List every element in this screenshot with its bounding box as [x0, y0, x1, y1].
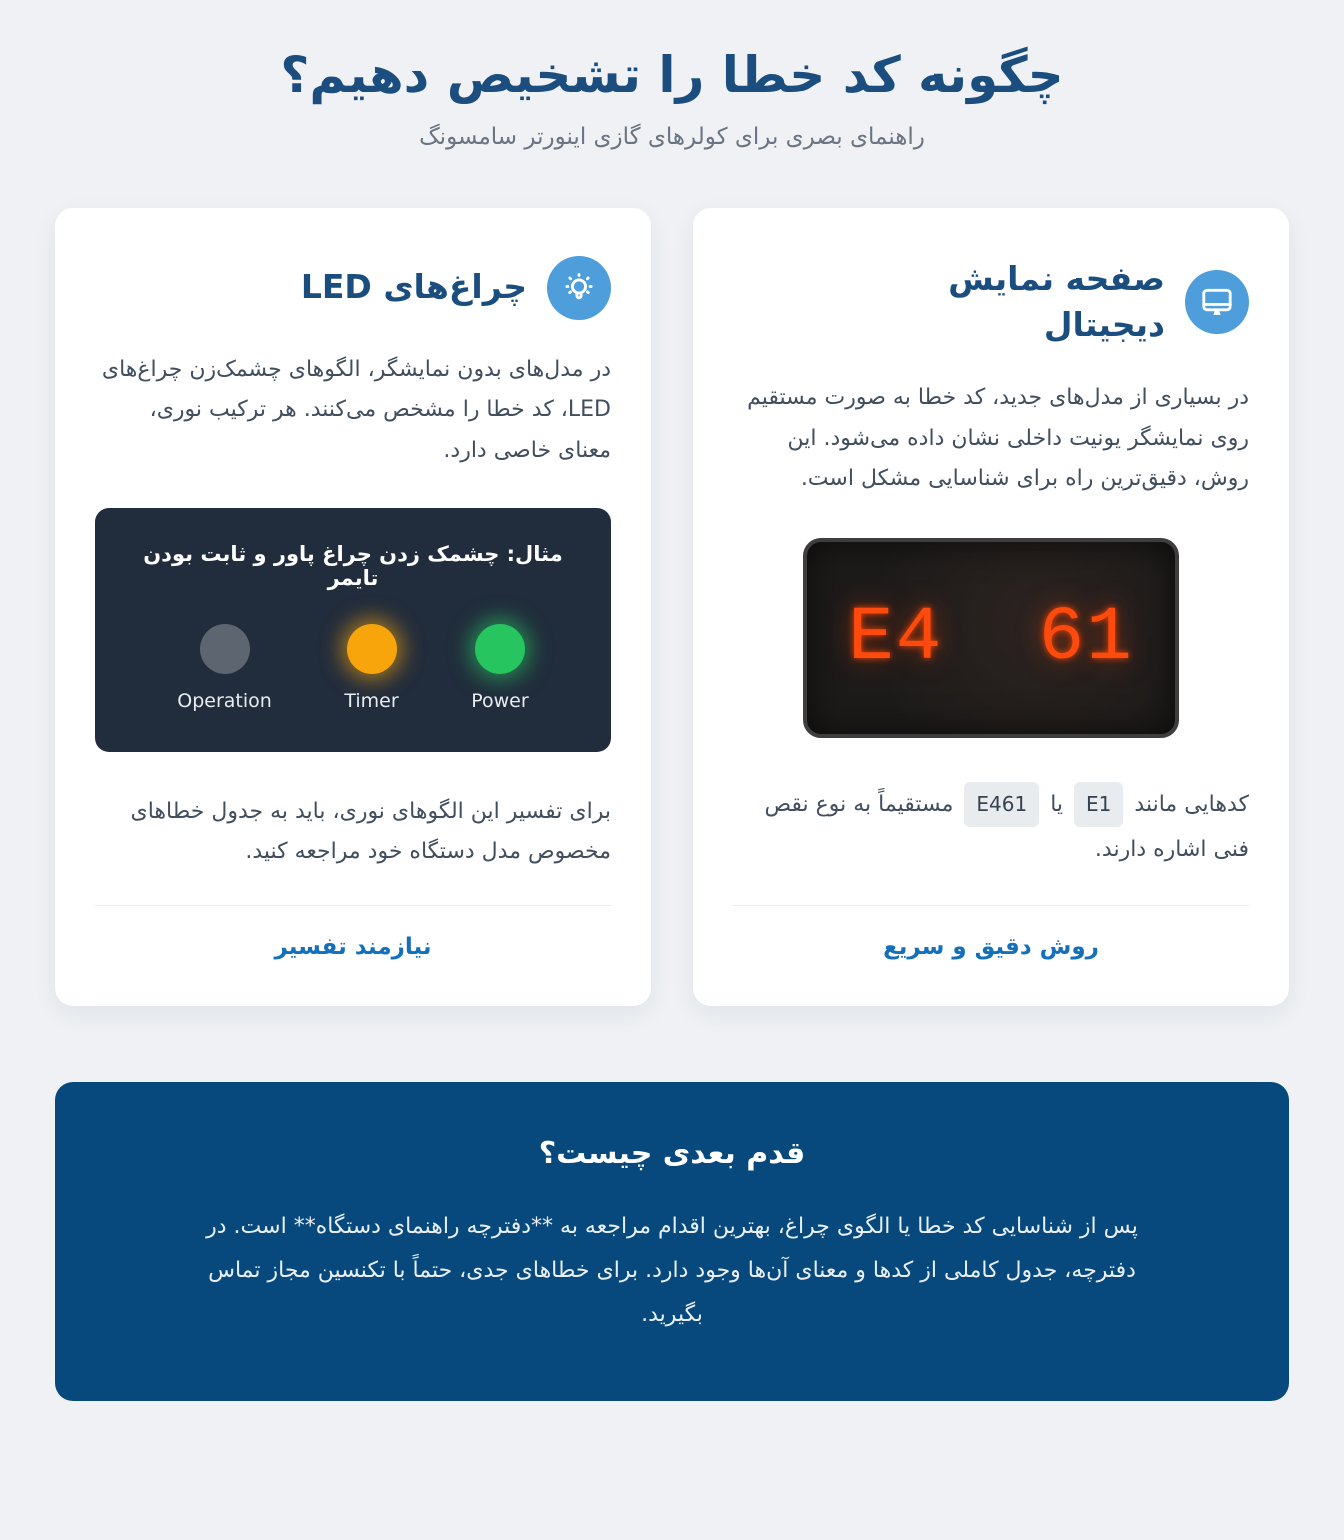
led-lights-card-body: در مدل‌های بدون نمایشگر، الگوهای چشمک‌زن چراغ‌های LED، کد خطا را مشخص می‌کنند. هر ترکیب نوری، معنای خاصی دارد. — [101, 356, 611, 463]
led-panel-caption: مثال: چشمک زدن چراغ پاور و ثابت بودن تایمر — [143, 541, 563, 590]
led-indicator-power — [471, 624, 528, 712]
led-example-panel — [95, 508, 611, 752]
lightbulb-icon — [547, 256, 611, 320]
led-indicator-timer — [344, 624, 398, 712]
led-lights-card-title: چراغ‌های LED — [300, 267, 527, 307]
code-badge-e461: E461 — [964, 782, 1039, 827]
codes-note-before: کدهایی مانند — [1134, 791, 1249, 817]
codes-note-after: مستقیماً به نوع نقص فنی اشاره دارند. — [764, 791, 1249, 863]
led-lights-card — [55, 208, 651, 1006]
power-led-light — [475, 624, 525, 674]
digital-display-card-header — [733, 256, 1249, 348]
error-code-readout: E4 61 — [848, 594, 1134, 681]
page-title: چگونه کد خطا را تشخیص دهیم؟ — [280, 46, 1064, 104]
digital-display-footer-label: روش دقیق و سریع — [883, 933, 1099, 960]
next-steps-title: قدم بعدی چیست؟ — [538, 1135, 806, 1171]
page-header — [55, 42, 1289, 150]
led-lights-footer-label: نیازمند تفسیر — [274, 933, 432, 960]
monitor-icon — [1185, 270, 1249, 334]
seven-segment-display — [803, 538, 1179, 738]
next-steps-body: پس از شناسایی کد خطا یا الگوی چراغ، بهترین اقدام مراجعه به **دفترچه راهنمای دستگاه** است. در دفترچه، جدول کاملی از کدها و معنای آن‌ها وجود دارد. برای خطاهای جدی، حتماً با تکنسین مجاز تماس بگیرید. — [206, 1213, 1138, 1327]
digital-display-card-body: در بسیاری از مدل‌های جدید، کد خطا به صورت مستقیم روی نمایشگر یونیت داخلی نشان داده می‌شود. این روش، دقیق‌ترین راه برای شناسایی مشکل است. — [747, 384, 1249, 492]
code-badge-e1: E1 — [1074, 782, 1123, 827]
digital-display-card-title: صفحه نمایش دیجیتال — [948, 258, 1165, 344]
operation-led-light — [200, 624, 250, 674]
led-row — [123, 624, 583, 712]
digital-display-card-footer — [733, 905, 1249, 960]
digital-display-card — [693, 208, 1289, 1006]
led-label-timer: Timer — [344, 689, 399, 712]
led-lights-card-footer — [95, 905, 611, 960]
codes-note-middle: یا — [1050, 791, 1064, 817]
page-subtitle: راهنمای بصری برای کولرهای گازی اینورتر سامسونگ — [419, 123, 925, 150]
led-label-operation: Operation — [177, 689, 272, 712]
led-label-power: Power — [471, 689, 529, 712]
next-steps-box — [55, 1082, 1289, 1401]
cards-row — [55, 208, 1289, 1006]
led-indicator-operation — [177, 624, 272, 712]
led-interpretation-note: برای تفسیر این الگوهای نوری، باید به جدول خطاهای مخصوص مدل دستگاه خود مراجعه کنید. — [130, 798, 611, 865]
codes-note — [733, 782, 1249, 872]
timer-led-light — [347, 624, 397, 674]
led-lights-card-header — [95, 256, 611, 320]
